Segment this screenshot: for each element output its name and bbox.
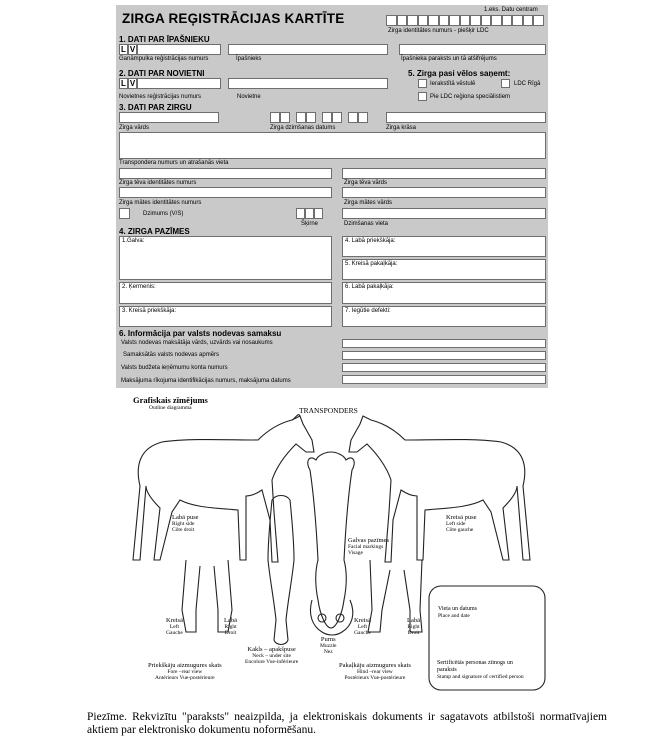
neck-lv: Kakls – apakšpuse	[247, 646, 296, 653]
horse-color-label: Zirga krāsa	[386, 125, 417, 131]
dam-name-label: Zirga mātes vārds	[344, 200, 393, 206]
fore-right-en: Right	[224, 624, 237, 630]
option-regional-label: Pie LDC reģiona speciālistiem	[430, 94, 511, 100]
sec1-prefix-v: V	[129, 45, 136, 54]
hind-view-fr: Postérieurs Vue-postérieure	[344, 675, 406, 681]
transponder-label: Transpondera numurs un atrašanās vieta	[119, 160, 229, 166]
diagram-subtitle: Outline diagramma	[149, 405, 192, 411]
breed-label: Šķirne	[301, 221, 319, 227]
sire-id-label: Zirga tēva identitātes numurs	[119, 180, 197, 186]
neck-caption	[245, 646, 298, 665]
sec6-heading: 6. Informācija par valsts nodevas samaksu	[119, 329, 282, 338]
hind-left-en: Left	[357, 624, 368, 630]
sex-label: Dzimums (V/S)	[143, 211, 184, 217]
sec1-heading: 1. DATI PAR ĪPAŠNIEKU	[119, 35, 210, 44]
copy-label: 1.eks. Datu centram	[484, 7, 538, 13]
muzzle-caption	[320, 636, 337, 655]
hind-left-lv: Kreisā	[354, 617, 371, 624]
dam-id-label: Zirga mātes identitātes numurs	[119, 200, 202, 206]
fore-right-fr: Droit	[224, 630, 237, 636]
sec2-prefix-l: L	[119, 78, 128, 89]
sec5-heading: 5. Zirga pasi vēlos saņemt:	[408, 69, 511, 78]
place-date-lv: Vieta un datums	[438, 606, 477, 612]
owner-label: Īpašnieks	[236, 56, 262, 62]
head-caption	[348, 537, 389, 556]
holding-label: Novietne	[237, 94, 261, 100]
fore-view-caption	[148, 662, 222, 681]
payer-name-label: Valsts nodevas maksātāja vārds, uzvārds vai nosaukums	[121, 340, 273, 346]
owner-signature-label: Īpašnieka paraksts un tā atšifrējums	[401, 56, 497, 62]
left-side-en: Left side	[446, 521, 466, 527]
certifier-en: Stamp and signature of certified person	[437, 674, 524, 680]
horse-name-label: Zirga vārds	[119, 125, 150, 131]
payment-order-label: Maksājuma rīkojuma identifikācijas numurs, maksājuma datums	[121, 378, 291, 384]
sec1-prefix-l: L	[119, 44, 128, 55]
fore-view-fr: Antérieurs Vue-postérieure	[155, 675, 215, 681]
hind-right-caption	[407, 617, 420, 636]
right-side-caption	[172, 514, 199, 533]
budget-account-label: Valsts budžeta ieņēmumu konta numurs	[121, 365, 228, 371]
option-registered-letter-label: Ierakstītā vēstulē	[430, 81, 476, 87]
marking-left-hind-label: 5. Kreisā pakaļkāja:	[345, 261, 398, 267]
fore-left-en: Left	[169, 624, 180, 630]
certifier-lv-2: paraksts	[437, 667, 457, 673]
right-side-en: Right side	[172, 521, 195, 527]
place-date-en: Place and date	[438, 613, 470, 619]
muzzle-fr: Nez	[323, 649, 333, 655]
diagram-title: Grafiskais zīmējums	[133, 395, 208, 405]
muzzle-en: Muzzle	[320, 643, 337, 649]
acquired-defects-label: 7. Iegūtie defekti:	[345, 308, 391, 314]
fore-view-en: Fore –rear view	[167, 669, 203, 675]
hind-right-lv: Labā	[407, 617, 420, 624]
right-side-fr: Côte droit	[172, 527, 195, 533]
hind-left-fr: Gauche	[354, 630, 371, 636]
option-ldc-riga-label: LDC Rīgā	[514, 81, 541, 87]
transponders-label: TRANSPONDERS	[299, 406, 358, 415]
head-fr: Visage	[348, 550, 363, 556]
fore-left-lv: Kreisā	[166, 617, 183, 624]
hind-view-en: Hind –rear view	[357, 669, 393, 675]
sec2-prefix-v: V	[129, 79, 136, 88]
left-side-fr: Côte gauche	[446, 527, 474, 533]
fore-right-caption	[224, 617, 237, 636]
sec2-heading: 2. DATI PAR NOVIETNI	[119, 69, 205, 78]
form-title: ZIRGA REĢISTRĀCIJAS KARTĪTE	[122, 11, 345, 26]
marking-head-label: 1.Galva:	[122, 238, 145, 244]
left-horse-outline	[133, 416, 314, 562]
marking-right-fore-label: 4. Labā priekškāja:	[345, 238, 396, 244]
birthplace-label: Dzimšanas vieta	[344, 221, 389, 227]
fore-view-lv: Priekškāju aizmugures skats	[148, 662, 222, 669]
hind-view-lv: Pakaļkāju aizmugures skats	[339, 662, 411, 669]
horse-id-label: Zirga identitātes numurs - piešķir LDC	[388, 28, 489, 34]
left-side-lv: Kreisā puse	[446, 514, 477, 521]
birth-date-label: Zirga dzimšanas datums	[270, 125, 336, 131]
neck-underside-outline	[268, 496, 294, 645]
herd-number-label: Ganāmpulka reģistrācijas numurs	[119, 56, 209, 62]
fore-left-fr: Gauche	[166, 630, 183, 636]
footnote: Piezīme. Rekvizītu "paraksts" neaizpilda, ja elektroniskais dokuments ir sagatavots atbilstoši normatīvajiem aktiem par elektronisko dokumentu noformēšanu.	[87, 711, 607, 736]
sire-name-label: Zirga tēva vārds	[344, 180, 388, 186]
sec4-heading: 4. ZIRGA PAZĪMES	[119, 227, 190, 236]
muzzle-lv: Purns	[320, 636, 336, 643]
marking-body-label: 2. Ķermenis:	[122, 284, 156, 290]
fore-right-lv: Labā	[224, 617, 237, 624]
sec3-heading: 3. DATI PAR ZIRGU	[119, 103, 192, 112]
hind-right-en: Right	[407, 624, 420, 630]
place-date-caption	[438, 606, 477, 619]
hind-left-caption	[354, 617, 371, 636]
hind-right-fr: Droit	[407, 630, 420, 636]
neck-fr: Encolure Vue-inférieure	[245, 659, 299, 665]
right-side-lv: Labā puse	[172, 514, 199, 521]
fore-left-caption	[166, 617, 183, 636]
neck-en: Neck – under site	[252, 653, 291, 659]
certifier-lv: Sertificētās personas zīmogs un	[437, 660, 513, 666]
hind-view-caption	[339, 662, 411, 681]
left-side-caption	[446, 514, 477, 533]
certifier-caption	[437, 660, 524, 680]
fee-amount-label: Samaksātās valsts nodevas apmērs	[123, 352, 220, 358]
marking-right-hind-label: 6. Labā pakaļkāja:	[345, 284, 394, 290]
head-lv: Galvas pazīmes	[348, 537, 389, 544]
muzzle-outline	[310, 600, 352, 635]
holding-number-label: Novietnes reģistrācijas numurs	[119, 94, 202, 100]
marking-left-fore-label: 3. Kreisā priekškāja:	[122, 308, 177, 314]
head-en: Facial markings	[348, 544, 384, 550]
